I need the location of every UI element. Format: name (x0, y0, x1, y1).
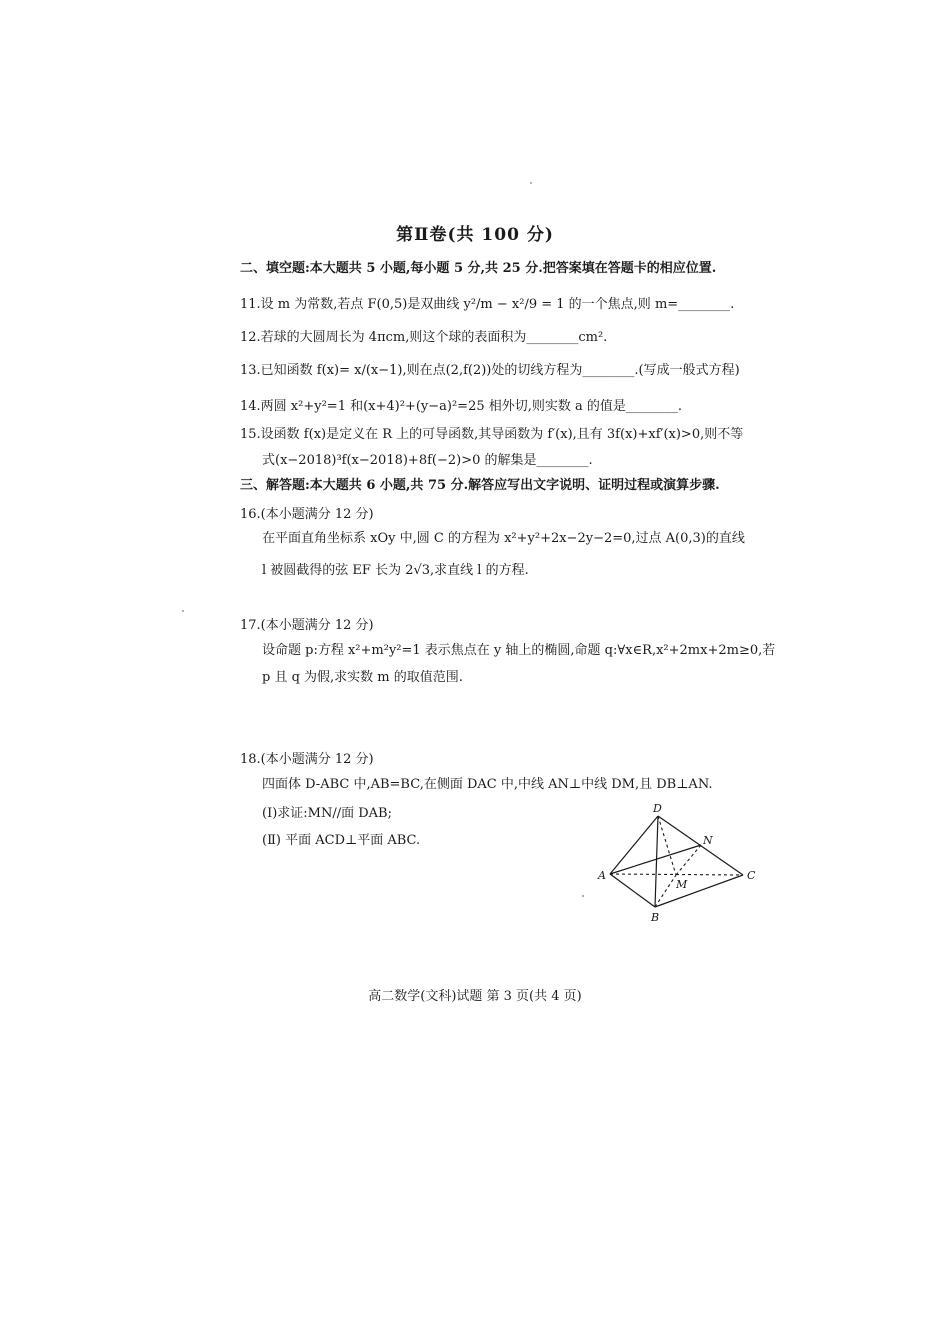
question-17-line-2: p 且 q 为假,求实数 m 的取值范围. (262, 670, 463, 685)
question-14: 14.两圆 x²+y²=1 和(x+4)²+(y−a)²=25 相外切,则实数 a 的值是________. (240, 399, 683, 414)
vertex-label-C: C (747, 869, 756, 882)
question-16-line-1: 在平面直角坐标系 xOy 中,圆 C 的方程为 x²+y²+2x−2y−2=0,过点 A(0,3)的直线 (262, 531, 745, 546)
page-footer: 高二数学(文科)试题 第 3 页(共 4 页) (368, 989, 582, 1004)
question-15-line-2: 式(x−2018)³f(x−2018)+8f(−2)>0 的解集是________. (262, 453, 593, 468)
question-18-part-1: (Ⅰ)求证:MN//面 DAB; (262, 806, 392, 821)
question-18-heading: 18.(本小题满分 12 分) (240, 752, 374, 767)
segment-BM-hidden (655, 875, 676, 907)
scan-speck (582, 895, 584, 897)
page-title: 第Ⅱ卷(共 100 分) (396, 225, 554, 245)
scan-speck (530, 182, 532, 184)
edge-DA (610, 816, 658, 874)
question-16-heading: 16.(本小题满分 12 分) (240, 507, 374, 522)
question-17-line-1: 设命题 p:方程 x²+m²y²=1 表示焦点在 y 轴上的椭圆,命题 q:∀x∈R,x²+2mx+2m≥0,若 (262, 643, 776, 658)
vertex-label-B: B (651, 911, 660, 924)
question-13: 13.已知函数 f(x)= x/(x−1),则在点(2,f(2))处的切线方程为________.(写成一般式方程) (240, 363, 740, 378)
edge-DB (655, 816, 658, 907)
question-11: 11.设 m 为常数,若点 F(0,5)是双曲线 y²/m − x²/9 = 1 的一个焦点,则 m=________. (240, 297, 735, 312)
vertex-label-D: D (653, 802, 662, 815)
question-17-heading: 17.(本小题满分 12 分) (240, 618, 374, 633)
vertex-label-N: N (703, 834, 713, 847)
section-3-header: 三、解答题:本大题共 6 小题,共 75 分.解答应写出文字说明、证明过程或演算步骤. (240, 478, 720, 493)
tetrahedron-figure (590, 800, 770, 930)
question-18-line-1: 四面体 D-ABC 中,AB=BC,在侧面 DAC 中,中线 AN⊥中线 DM,且 DB⊥AN. (262, 777, 713, 792)
section-2-header: 二、填空题:本大题共 5 小题,每小题 5 分,共 25 分.把答案填在答题卡的相应位置. (240, 261, 717, 276)
point-label-M: M (676, 878, 688, 891)
tetrahedron-diagram (590, 800, 770, 930)
edge-BC (655, 875, 743, 907)
scan-speck (182, 610, 184, 612)
edge-AB (610, 874, 655, 907)
question-15-line-1: 15.设函数 f(x)是定义在 R 上的可导函数,其导函数为 f′(x),且有 3f(x)+xf′(x)>0,则不等 (240, 427, 744, 442)
edge-AN (610, 845, 701, 874)
question-12: 12.若球的大圆周长为 4πcm,则这个球的表面积为________cm². (240, 330, 608, 345)
segment-DM-hidden (658, 816, 676, 875)
question-16-line-2: l 被圆截得的弦 EF 长为 2√3,求直线 l 的方程. (262, 563, 529, 578)
question-18-part-2: (Ⅱ) 平面 ACD⊥平面 ABC. (262, 833, 421, 848)
vertex-label-A: A (598, 869, 606, 882)
